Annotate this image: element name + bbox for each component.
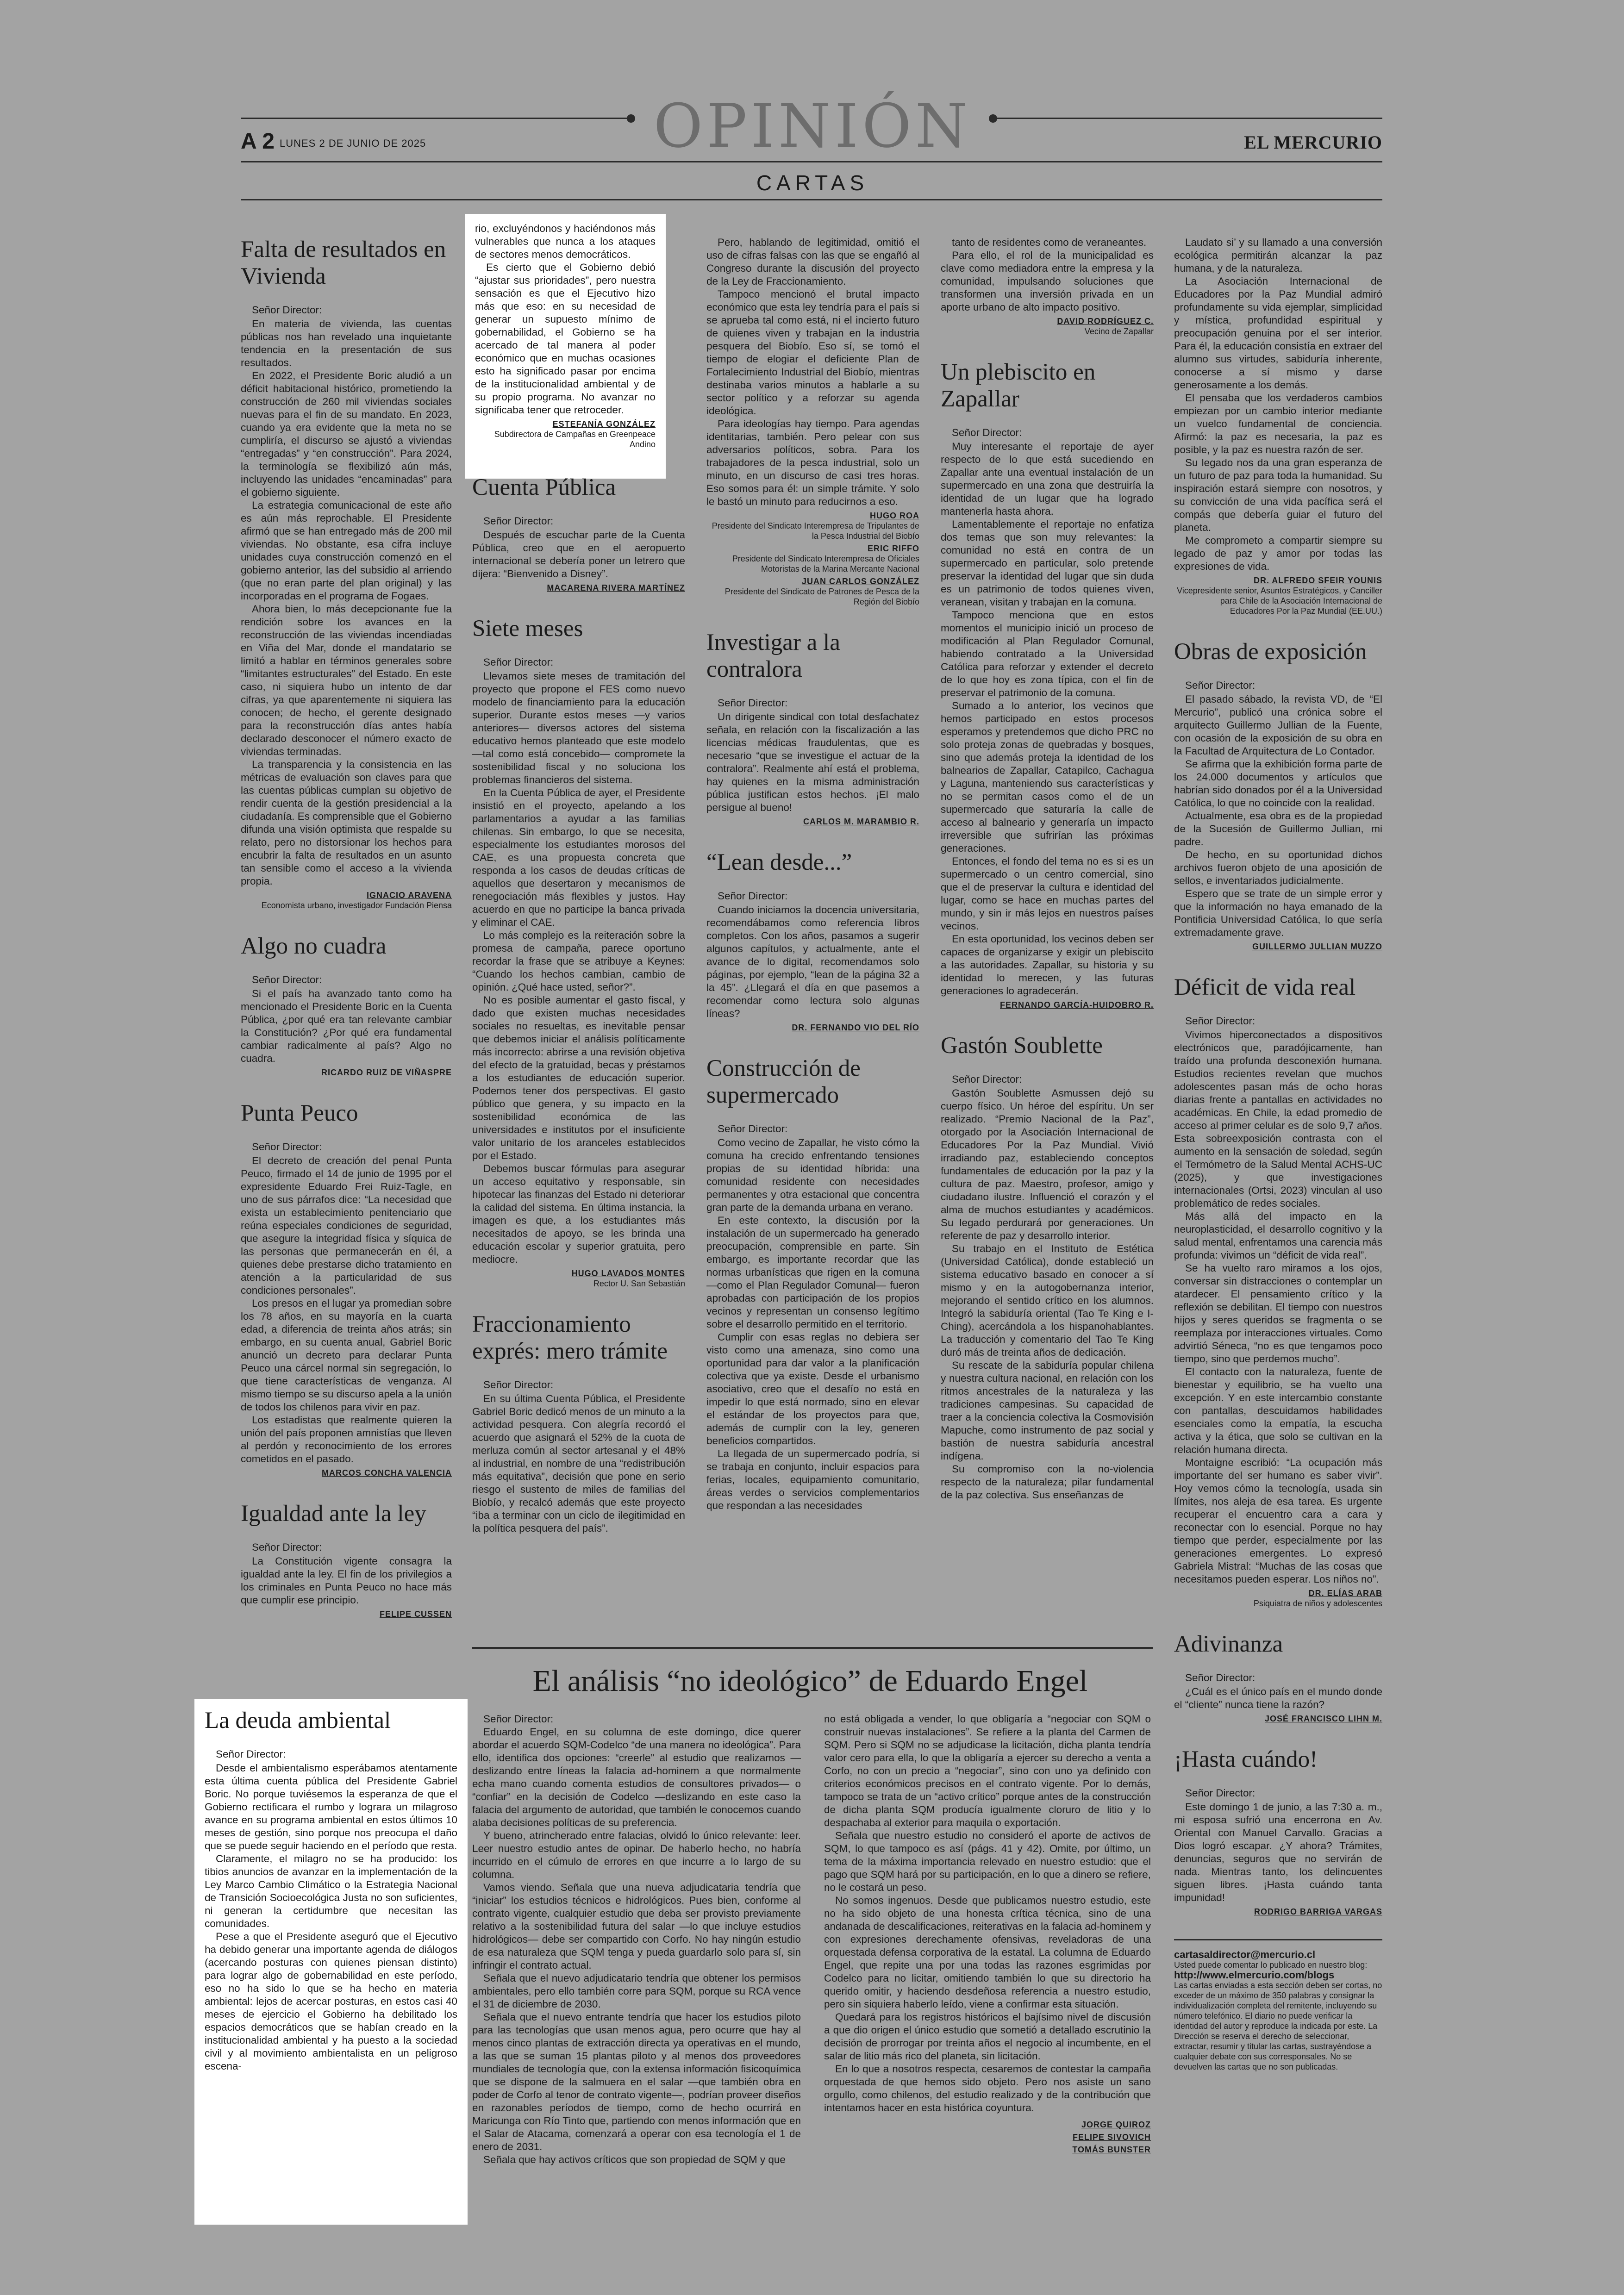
letter <box>706 1055 919 1512</box>
signature: CARLOS M. MARAMBIO R. <box>803 817 919 826</box>
paragraph: En este contexto, la discusión por la instalación de un supermercado ha generado preocupación, comprensible en parte. Sin embargo, es importante recordar que las normas urbanísticas que rigen en la comuna —como el Plan Regulador Comunal— fueron aprobadas con participación de los propios vecinos y representan un consenso legítimo sobre el desarrollo permitido en el territorio. <box>706 1215 919 1330</box>
contact-box <box>1174 1939 1382 2072</box>
letter-title: La deuda ambiental <box>205 1708 391 1734</box>
signer-role: Presidente del Sindicato Interempresa de Tripulantes de la Pesca Industrial del Biobío <box>712 521 919 541</box>
paragraph: Para ello, el rol de la municipalidad es clave como mediadora entre la empresa y la comunidad, impulsando soluciones que transformen una inversión privada en un aporte urbano de alto impacto positivo. <box>941 249 1154 313</box>
paragraph: tanto de residentes como de veraneantes. <box>952 237 1147 248</box>
letter-title: Obras de exposición <box>1174 639 1367 665</box>
signer-role: Economista urbano, investigador Fundación Piensa <box>261 901 452 910</box>
blog-intro: Usted puede comentar lo publicado en nuestro blog: <box>1174 1960 1368 1970</box>
salutation: Señor Director: <box>1185 1672 1255 1684</box>
paragraph: Llevamos siete meses de tramitación del proyecto que propone el FES como nuevo modelo de financiamiento para la educación superior. Durante estos meses —y varios anteriores— diversos actores del sistema educativo hemos planteado que este modelo —tal como está concebido— compromete la sostenibilidad fiscal y no soluciona los problemas financieros del sistema. <box>472 670 685 786</box>
masthead-rule-bottom <box>241 161 1382 162</box>
feature-column-2 <box>824 1713 1151 2155</box>
letter-title: Punta Peuco <box>241 1100 358 1126</box>
signature: ESTEFANÍA GONZÁLEZ <box>552 419 656 429</box>
signature: MACARENA RIVERA MARTÍNEZ <box>547 583 685 592</box>
salutation: Señor Director: <box>252 974 322 985</box>
paragraph: Y bueno, atrincherado entre falacias, olvidó lo único relevante: leer. Leer nuestro estudio antes de opinar. De haberlo hecho, no habría incurrido en el cúmulo de errores en que incurre a lo largo de su columna. <box>472 1830 801 1880</box>
paragraph: Pero, hablando de legitimidad, omitió el uso de cifras falsas con las que se engañó al Congreso durante la discusión del proyecto de la Ley de Fraccionamiento. <box>706 237 919 287</box>
salutation: Señor Director: <box>252 1541 322 1553</box>
column-4 <box>941 236 1154 1524</box>
signature: GUILLERMO JULLIAN MUZZO <box>1252 942 1382 951</box>
highlighted-letter-deuda-ambiental <box>194 1699 468 2225</box>
letter <box>241 1500 452 1619</box>
paragraph: De hecho, en su oportunidad dichos archivos fueron objeto de una aposición de sellos, e inventariados judicialmente. <box>1174 849 1382 886</box>
salutation: Señor Director: <box>718 697 788 709</box>
letter-title: Fraccionamiento exprés: mero trámite <box>472 1311 668 1364</box>
signature: HUGO ROA <box>870 511 919 520</box>
blog-link[interactable]: http://www.elmercurio.com/blogs <box>1174 1969 1335 1981</box>
paragraph: La estrategia comunicacional de este año es aún más reprochable. El Presidente afirmó que se han entregado más de 200 mil viviendas. No obstante, esa cifra incluye unidades cuya construcción comenzó en el gobierno anterior, las del subsidio al arriendo (que no eran parte del plan original) y las incorporadas en el programa de Fogaes. <box>241 499 452 602</box>
letter <box>941 236 1154 337</box>
signature: JUAN CARLOS GONZÁLEZ <box>802 577 919 586</box>
salutation: Señor Director: <box>952 427 1022 438</box>
paragraph: La Asociación Internacional de Educadores por la Paz Mundial admiró profundamente su vida ejemplar, simplicidad y mística, profundidad espiritual y preocupación genuina por el ser interior. Para él, la educación consistía en extraer del alumno sus virtudes, sabiduría inherente, conocerse a sí mismo y darse generosamente a los demás. <box>1174 275 1382 391</box>
signature: DR. FERNANDO VIO DEL RÍO <box>792 1023 919 1032</box>
letter-title: Gastón Soublette <box>941 1033 1103 1059</box>
signature: DR. ALFREDO SFEIR YOUNIS <box>1253 576 1382 585</box>
paragraph: En la Cuenta Pública de ayer, el Presidente insistió en el proyecto, apelando a los parlamentarios a ayudar a las familias chilenas. Sin embargo, lo que se necesita, especialmente los estudiantes morosos del CAE, es una propuesta concreta que responda a los casos de deudas críticas de aquellos que desertaron y mecanismos de renegociación más flexibles y justos. Hay acuerdo en que no participe la banca privada y eliminar el CAE. <box>472 787 685 928</box>
paragraph: Muy interesante el reportaje de ayer respecto de lo que está sucediendo en Zapallar ante una eventual instalación de un supermercado en una zona que destruiría la identidad de un lugar que ha logrado mantenerla hasta ahora. <box>941 441 1154 517</box>
signature: FERNANDO GARCÍA-HUIDOBRO R. <box>1000 1000 1154 1010</box>
paragraph: Cuando iniciamos la docencia universitaria, recomendábamos como referencia libros completos. Con los años, pasamos a sugerir algunos capítulos, y actualmente, ante el avance de lo digital, recomendamos solo páginas, por ejemplo, “lean de la página 32 a la 45”. ¿Llegará el día en que pasemos a recomendar como lectura solo algunas líneas? <box>706 904 919 1019</box>
letter-title: Igualdad ante la ley <box>241 1501 426 1527</box>
signature: HUGO LAVADOS MONTES <box>571 1269 685 1278</box>
signature: JORGE QUIROZ <box>1081 2120 1151 2129</box>
paragraph: Un dirigente sindical con total desfachatez señala, en relación con la fiscalización a las licencias médicas fraudulentas, que es necesario “que se investigue el actuar de la contralora”. Realmente ahí está el problema, hay quienes en la misma administración pública justifican estos hechos. ¡El malo persigue al bueno! <box>706 711 919 813</box>
paragraph: En su última Cuenta Pública, el Presidente Gabriel Boric dedicó menos de un minuto a la actividad pesquera. Con alegría recordó el acuerdo que asignará el 52% de la cuota de merluza común al sector artesanal y el 48% al industrial, en nombre de una “redistribución más equitativa”, decisión que pone en serio riesgo el sustento de miles de familias del Biobío, y recalcó además que este proyecto “iba a terminar con un ciclo de ilegitimidad en la política pesquera del país”. <box>472 1393 685 1534</box>
salutation: Señor Director: <box>483 515 554 527</box>
paragraph: Los estadistas que realmente quieren la unión del país proponen amnistías que lleven al perdón y reconocimiento de los errores cometidos en el pasado. <box>241 1414 452 1465</box>
letter-title: Déficit de vida real <box>1174 974 1356 1000</box>
salutation: Señor Director: <box>1185 1787 1255 1799</box>
letter <box>941 359 1154 1010</box>
column-5 <box>1174 236 1382 2072</box>
paragraph: Desde el ambientalismo esperábamos atentamente esta última cuenta pública del Presidente Gabriel Boric. No porque tuviésemos la esperanza de que el Gobierno rectificara el rumbo y lograra un milagroso avance en su programa ambiental en estos últimos 10 meses de gestión, sino porque nos preocupa el daño que se puede seguir haciendo en el período que resta. <box>205 1762 457 1852</box>
paragraph: En materia de vivienda, las cuentas públicas nos han revelado una inquietante tendencia en la presentación de sus resultados. <box>241 318 452 368</box>
signer-role: Presidente del Sindicato de Patrones de Pesca de la Región del Biobío <box>725 587 919 606</box>
paragraph: La Constitución vigente consagra la igualdad ante la ley. El fin de los privilegios a los criminales en Punta Peuco no hace más que cumplir ese principio. <box>241 1555 452 1606</box>
signature: IGNACIO ARAVENA <box>366 891 452 900</box>
paragraph: Pese a que el Presidente aseguró que el Ejecutivo ha debido generar una importante agenda de diálogos (acercando posturas con quienes piensan distinto) para lograr algo de gobernabilidad en este período, eso no ha sido lo que se ha hecho en materia ambiental: lejos de acercar posturas, en estos casi 40 meses de ejercicio el Gobierno ha debilitado los espacios democráticos que se habían creado en la institucionalidad ambiental y ha puesto a la sociedad civil y al movimiento ambientalista en un peligroso escena- <box>205 1931 457 2072</box>
salutation: Señor Director: <box>1185 1015 1255 1027</box>
signer-role: Psiquiatra de niños y adolescentes <box>1253 1599 1382 1608</box>
feature-column-1 <box>472 1713 801 2166</box>
signature: TOMÁS BUNSTER <box>1072 2145 1151 2154</box>
letter <box>941 1032 1154 1502</box>
salutation: Señor Director: <box>252 1141 322 1153</box>
paragraph: Montaigne escribió: “La ocupación más importante del ser humano es saber vivir”. Hoy vemos cómo la tecnología, usada sin límites, nos aleja de esa tarea. Es urgente recuperar el encuentro cara a cara y reconectar con lo esencial. Porque no hay tiempo que perder, especialmente por las generaciones emergentes. Lo expresó Gabriela Mistral: “Muchas de las cosas que necesitamos pueden esperar. Los niños no”. <box>1174 1457 1382 1585</box>
paragraph: Entonces, el fondo del tema no es si es un supermercado o un centro comercial, sino que el de preservar la cultura e identidad del lugar, como se hace en muchas partes del mundo, y sin ir más lejos en nuestros países vecinos. <box>941 855 1154 932</box>
paragraph: Los presos en el lugar ya promedian sobre los 78 años, en su mayoría en la cuarta edad, a diferencia de treinta años atrás; sin embargo, en su cuenta anual, Gabriel Boric anunció un decreto para declarar Punta Peuco una cárcel normal sin segregación, lo que tiene características de venganza. Al mismo tiempo se su discurso apela a la unión de todos los chilenos para vivir en paz. <box>241 1297 452 1413</box>
letter <box>706 629 919 827</box>
section-title: OPINIÓN <box>653 91 972 161</box>
paragraph: Vivimos hiperconectados a dispositivos electrónicos que, paradójicamente, han traído una profunda desconexión humana. Estudios recientes revelan que muchos adolescentes pasan más de ocho horas diarias frente a pantallas en actividades no académicas. En Chile, la edad promedio de acceso al primer celular es de solo 9,7 años. Esta sobreexposición contrasta con el aumento en la sensación de soledad, según el Termómetro de la Salud Mental ACHS-UC (2025), y que investigaciones internacionales (Ortsi, 2023) vinculan al uso problemático de redes sociales. <box>1174 1029 1382 1209</box>
letter <box>241 236 452 911</box>
letter <box>472 615 685 1289</box>
highlighted-letter-continuation <box>465 214 666 479</box>
letter-title: ¡Hasta cuándo! <box>1174 1746 1318 1772</box>
paragraph: Es cierto que el Gobierno debió “ajustar sus prioridades”, pero nuestra sensación es que el Ejecutivo hizo más que eso: en su necesidad de generar un supuesto mínimo de gobernabilidad, el Gobierno se ha acercado de tal manera al poder económico que en muchas ocasiones esto ha significado pasar por encima de la institucionalidad ambiental y de su propio programa. No avanzar no significaba tener que retroceder. <box>475 262 656 416</box>
paragraph: Eduardo Engel, en su columna de este domingo, dice querer abordar el acuerdo SQM-Codelco “de una manera no ideológica”. Para ello, identifica dos opciones: “creerle” al estudio que realizamos —deslizando entre líneas la falacia ad-hominem a que normalmente echa mano cuando comenta estudios de consultores privados— o “confiar” en la decisión de Codelco —deslizando en este caso la falacia del argumento de autoridad, que también le conocemos cuando alaba decisiones políticas de su preferencia. <box>472 1726 801 1828</box>
masthead-rule-right <box>995 118 1382 119</box>
letter <box>1174 1631 1382 1724</box>
paragraph: Sumado a lo anterior, los vecinos que hemos participado en estos procesos esperamos y pretendemos que dicho PRC no solo proteja zonas de quebradas y bosques, sino que además proteja la identidad de los balnearios de Zapallar, Catapilco, Cachagua y Laguna, manteniendo sus características y no se permitan casos como el de un supermercado que saturaría la calle de acceso al balneario y generaría un impacto irreversible que sufrirían las próximas generaciones. <box>941 700 1154 854</box>
signature: ERIC RIFFO <box>868 544 919 553</box>
letter-title: “Lean desde...” <box>706 849 852 875</box>
paragraph: Espero que se trate de un simple error y que la información no haya emanado de la Pontificia Universidad Católica, lo que sería extremadamente grave. <box>1174 888 1382 938</box>
paragraph: no está obligada a vender, lo que obligaría a “negociar con SQM o construir nuevas instalaciones”. Se refiere a la planta del Carmen de SQM. Pero si SQM no se adjudicase la licitación, dicha planta tendría valor cero para ella, lo que la obligaría a ejercer su derecho a venta a Corfo, no con un precio a “negociar”, sino con uno ya definido con criterios económicos precisos en el contrato vigente. Por lo demás, tampoco se trata de un “activo crítico” porque antes de la construcción de dicha planta SQM producía igualmente cloruro de litio y lo despachaba al exterior para maquila o exportación. <box>824 1713 1151 1828</box>
newspaper-name: EL MERCURIO <box>1244 132 1382 153</box>
salutation: Señor Director: <box>252 304 322 316</box>
paragraph: El decreto de creación del penal Punta Peuco, firmado el 14 de junio de 1995 por el expresidente Eduardo Frei Ruiz-Tagle, en uno de sus párrafos dice: “La necesidad que exista un establecimiento penitenciario que reúna especiales condiciones de seguridad, que asegure la integridad física y síquica de las personas que permanecerán en él, a quienes debe prestarse dicho tratamiento en atención a la particularidad de sus condiciones personales”. <box>241 1155 452 1296</box>
paragraph: Vamos viendo. Señala que una nueva adjudicataria tendría que “iniciar” los estudios técnicos e hidrológicos. Pues bien, conforme al contrato vigente, cualquier estudio que deba ser provisto previamente relativo a la sostenibilidad futura del salar —lo que incluye estudios hidrológicos— debe ser compartido con Corfo. No hay ningún estudio de esa naturaleza que SQM tenga y pueda guardarlo solo para sí, sin infringir el contrato actual. <box>472 1882 801 1971</box>
letter-title: Falta de resultados en Vivienda <box>241 237 446 289</box>
paragraph: Actualmente, esa obra es de la propiedad de la Sucesión de Guillermo Jullian, mi padre. <box>1174 810 1382 848</box>
paragraph: La llegada de un supermercado podría, si se trabaja en conjunto, incluir espacios para ferias, locales, equipamiento comunitario, áreas verdes o servicios complementarios que respondan a las necesidades <box>706 1448 919 1511</box>
paragraph: En 2022, el Presidente Boric aludió a un déficit habitacional histórico, prometiendo la construcción de 260 mil viviendas sociales nuevas para el fin de su mandato. En 2023, cuando ya era evidente que la meta no se cumpliría, el discurso se ajustó a viviendas “entregadas” y “en construcción”. Para 2024, la terminología se flexibilizó aún más, incluyendo las unidades “encaminadas” para el gobierno siguiente. <box>241 370 452 498</box>
paragraph: Su rescate de la sabiduría popular chilena y nuestra cultura nacional, en relación con los ritmos ancestrales de la naturaleza y las tradiciones campesinas. Su capacidad de traer a la conciencia colectiva la Cosmovisión Mapuche, como instrumento de paz social y bastión de nuestra sabiduría ancestral indígena. <box>941 1360 1154 1462</box>
paragraph: Gastón Soublette Asmussen dejó su cuerpo físico. Un héroe del espíritu. Un ser realizado. “Premio Nacional de la Paz”, otorgado por la Asociación Internacional de Educadores Por la Paz Mundial. Vivió irradiando paz, estableciendo conceptos fundamentales de educación por la paz y la cultura de paz. Maestro, profesor, amigo y ciudadano ilustre. Influenció el corazón y el alma de muchos estudiantes y académicos. Su legado perdurará por generaciones. Un referente de paz y desarrollo interior. <box>941 1087 1154 1241</box>
letter <box>475 222 656 449</box>
letter-title: Investigar a la contralora <box>706 630 840 682</box>
signer-role: Subdirectora de Campañas en Greenpeace Andino <box>494 430 656 449</box>
signature: DAVID RODRÍGUEZ C. <box>1057 317 1154 326</box>
feature-title: El análisis “no ideológico” de Eduardo Engel <box>532 1664 1088 1698</box>
dateline: LUNES 2 DE JUNIO DE 2025 <box>280 137 426 149</box>
paragraph: Se afirma que la exhibición forma parte de los 24.000 documentos y artículos que habrían sido donados por él a la Universidad Católica, lo que no coincide con la realidad. <box>1174 758 1382 809</box>
subsection-title: CARTAS <box>756 171 869 195</box>
letter <box>241 933 452 1078</box>
paragraph: Quedará para los registros históricos el bajísimo nivel de discusión a que dio origen el único estudio que sometió a detallado escrutinio la decisión de prorrogar por treinta años el negocio al incumbente, en el salar de litio más rico del planeta, sin licitación. <box>824 2011 1151 2062</box>
signer-role: Presidente del Sindicato Interempresa de Oficiales Motoristas de la Marina Mercante Nacional <box>732 554 919 574</box>
paragraph: Su trabajo en el Instituto de Estética (Universidad Católica), donde estableció un sistema educativo basado en conocer a sí mismo y en la autogobernanza interior, mejorando el sentido crítico en los alumnos. Integró la sabiduría oriental (Tao Te King e I-Ching), acercándola a los hispanohablantes. La traducción y comentario del Tao Te King duró más de treinta años de dedicación. <box>941 1243 1154 1358</box>
signature: DR. ELÍAS ARAB <box>1308 1589 1382 1598</box>
paragraph: Se ha vuelto raro miramos a los ojos, conversar sin distracciones o contemplar un atardecer. El pensamiento crítico y la reflexión se debilitan. El tiempo con nuestros hijos y seres queridos se fragmenta o se reemplaza por interacciones virtuales. Como advirtió Séneca, “no es que tengamos poco tiempo, sino que perdemos mucho”. <box>1174 1262 1382 1365</box>
paragraph: Después de escuchar parte de la Cuenta Pública, creo que en el aeropuerto internacional se debería poner un letrero que dijera: “Bienvenido a Disney”. <box>472 529 685 580</box>
salutation: Señor Director: <box>718 890 788 902</box>
letter-title: Construcción de supermercado <box>706 1055 861 1108</box>
paragraph: Su legado nos da una gran esperanza de un futuro de paz para toda la humanidad. Su inspiración estará siempre con nosotros, y su convicción de una vida pacífica será el compás que debería guiar el futuro del planeta. <box>1174 457 1382 533</box>
paragraph: Lamentablemente el reportaje no enfatiza dos temas que son muy relevantes: la comunidad no está en contra de un supermercado en particular, solo pretende preservar la identidad del lugar que sin duda es un patrimonio de todos quienes viven, veranean, visitan y trabajan en la comuna. <box>941 518 1154 608</box>
letter <box>241 1100 452 1478</box>
paragraph: Me comprometo a compartir siempre su legado de paz y amor por todas las expresiones de vida. <box>1174 535 1382 572</box>
letter <box>706 849 919 1033</box>
paragraph: Tampoco mencionó el brutal impacto económico que esta ley tendría para el país si se aprueba tal como está, ni el incierto futuro de quienes viven y trabajan en la industria pesquera del Biobío. Eso sí, se tomó el tiempo de elogiar el deficiente Plan de Fortalecimiento Industrial del Biobío, mientras destinaba varios minutos a hablarle a su sector político y a reforzar su agenda ideológica. <box>706 288 919 417</box>
salutation: Señor Director: <box>952 1073 1022 1085</box>
paragraph: Ahora bien, lo más decepcionante fue la rendición sobre los avances en la reconstrucción de las viviendas incendiadas en Viña del Mar, donde el mandatario se limitó a hablar en términos generales sobre “limitantes estructurales” del Estado. En este caso, ni siquiera hubo un intento de dar cifras, ya que aparentemente ni siquiera las conocen; de hecho, el gerente designado para la reconstrucción días antes había declarado desconocer el número exacto de viviendas terminadas. <box>241 603 452 757</box>
section-rule <box>241 199 1382 200</box>
letter <box>1174 974 1382 1609</box>
letter <box>205 1707 457 2073</box>
letter-title: Algo no cuadra <box>241 933 387 959</box>
salutation: Señor Director: <box>483 1379 554 1391</box>
letter-title: Siete meses <box>472 616 583 642</box>
signature: JOSÉ FRANCISCO LIHN M. <box>1264 1714 1382 1723</box>
salutation: Señor Director: <box>483 1713 554 1725</box>
submission-notice: Las cartas enviadas a esta sección deben ser cortas, no exceder de un máximo de 350 palabras y consignar la individualización completa del remitente, incluyendo su número telefónico. El diario no puede verificar la identidad del autor y reproduce la indicada por este. La Dirección se reserva el derecho de seleccionar, extractar, resumir y titular las cartas, sustrayéndose a cualquier debate con sus corresponsales. No se devuelven las cartas que no son publicadas. <box>1174 1981 1382 2071</box>
letter-title: Cuenta Pública <box>472 474 616 500</box>
letter <box>1174 236 1382 616</box>
signature: MARCOS CONCHA VALENCIA <box>322 1468 452 1478</box>
column-3 <box>706 236 919 1534</box>
paragraph: Claramente, el milagro no se ha producido: los tibios anuncios de avanzar en la implementación de la Ley Marco Cambio Climático o la Estrategia Nacional de Transición Socioecológica Justa no son suficientes, ni generan la certidumbre que necesitan las comunidades. <box>205 1853 457 1929</box>
salutation: Señor Director: <box>718 1123 788 1135</box>
column-2 <box>472 474 685 1557</box>
paragraph: Este domingo 1 de junio, a las 7:30 a. m., mi esposa sufrió una encerrona en Av. Oriental con Manuel Carvallo. Gracias a Dios logró escapar. ¿Y ahora? Trámites, denuncias, seguros que no servirán de nada. Mientras tanto, los delincuentes siguen libres. ¡Hasta cuándo tanta impunidad! <box>1174 1801 1382 1903</box>
paragraph: Debemos buscar fórmulas para asegurar un acceso equitativo y responsable, sin hipotecar las finanzas del Estado ni deteriorar la calidad del sistema. En última instancia, la imagen es que, a los estudiantes más necesitados de apoyo, se les brinda una educación escolar y superior gratuita, pero mediocre. <box>472 1163 685 1265</box>
paragraph: Señala que hay activos críticos que son propiedad de SQM y que <box>483 2154 786 2165</box>
signature: FELIPE CUSSEN <box>379 1609 452 1619</box>
paragraph: Si el país ha avanzado tanto como ha mencionado el Presidente Boric en la Cuenta Pública, ¿por qué era tan relevante cambiar la Constitución? ¿Por qué era fundamental cambiar radicalmente al país? Algo no cuadra. <box>241 988 452 1064</box>
paragraph: Señala que el nuevo adjudicatario tendría que obtener los permisos ambientales, pero ello también corre para SQM, porque su RCA vence el 31 de diciembre de 2030. <box>472 1972 801 2010</box>
letter <box>472 1311 685 1535</box>
letter <box>1174 638 1382 952</box>
masthead-dot-left <box>627 114 635 123</box>
paragraph: La transparencia y la consistencia en las métricas de evaluación son claves para que las cuentas públicas cumplan su objetivo de rendir cuenta de la gestión presidencial a la ciudadanía. Es comprensible que el Gobierno difunda una visión optimista que respalde su relato, pero no distorsionar los hechos para encubrir la falta de resultados en un asunto tan sensible como el acceso a la vivienda propia. <box>241 759 452 887</box>
letter <box>472 474 685 593</box>
paragraph: Señala que el nuevo entrante tendría que hacer los estudios piloto para las tecnologías que usan menos agua, pero ocurre que hay al menos cinco plantas de extracción directa ya operativas en el mundo, a las que se suman 15 plantas piloto y al menos dos proveedores mundiales de tecnología que, con la extensa información fisicoquímica que se dispone de la salmuera en el salar —que también obra en poder de Corfo al tenor de contrato vigente—, podrían proveer diseños en razonables períodos de tiempo, como de hecho ocurrirá en Maricunga con Río Tinto que, partiendo con menos información que en el Salar de Atacama, comenzará a operar con esa tecnología el 1 de enero de 2031. <box>472 2011 801 2152</box>
signature: RODRIGO BARRIGA VARGAS <box>1254 1907 1382 1916</box>
page-number: A 2 <box>241 129 275 154</box>
letter <box>706 236 919 607</box>
signature: RICARDO RUIZ DE VIÑASPRE <box>321 1068 452 1077</box>
masthead-rule-left <box>241 118 630 119</box>
salutation: Señor Director: <box>216 1748 286 1760</box>
paragraph: Laudato si’ y su llamado a una conversión ecológica permitirán alcanzar la paz humana, y de la naturaleza. <box>1174 237 1382 274</box>
paragraph: ¿Cuál es el único país en el mundo donde el “cliente” nunca tiene la razón? <box>1174 1686 1382 1710</box>
signer-role: Vecino de Zapallar <box>1084 327 1154 336</box>
letter <box>1174 1746 1382 1917</box>
paragraph: El pensaba que los verdaderos cambios empiezan por un cambio interior mediante un vuelco fundamental de conciencia. Afirmó: la paz es necesaria, la paz es posible, y la paz es nuestra razón de ser. <box>1174 392 1382 455</box>
paragraph: El contacto con la naturaleza, fuente de bienestar y equilibrio, se ha vuelto una excepción. Y en este intercambio constante con pantallas, descuidamos habilidades esenciales como la empatía, la escucha activa y la ética, que solo se cultivan en la relación humana directa. <box>1174 1366 1382 1455</box>
letter-title: Adivinanza <box>1174 1631 1283 1657</box>
paragraph: En esta oportunidad, los vecinos deben ser capaces de organizarse y exigir un plebiscito a las autoridades. Zapallar, su historia y su identidad lo merecen, y las futuras generaciones lo agradecerán. <box>941 933 1154 997</box>
paragraph: Como vecino de Zapallar, he visto cómo la comuna ha crecido enfrentando tensiones propias de su identidad híbrida: una comunidad residente con necesidades permanentes y otra estacional que concentra gran parte de la demanda urbana en verano. <box>706 1137 919 1213</box>
letter-title: Un plebiscito en Zapallar <box>941 359 1096 412</box>
salutation: Señor Director: <box>483 656 554 668</box>
paragraph: En lo que a nosotros respecta, cesaremos de contestar la campaña orquestada de que hemos sido objeto. Pero nos asiste un sano orgullo, como chilenos, del estudio realizado y de la contribución que intentamos hacer en esta histórica coyuntura. <box>824 2063 1151 2114</box>
paragraph: Tampoco menciona que en estos momentos el municipio inició un proceso de modificación al Plan Regulador Comunal, habiendo contratado a la Universidad Católica para reforzar y extender el decreto de lo que hoy es zona típica, con el fin de preservar el patrimonio de la comuna. <box>941 609 1154 698</box>
signer-role: Vicepresidente senior, Asuntos Estratégicos, y Canciller para Chile de la Asociación Internacional de Educadores Por la Paz Mundial (EE.UU.) <box>1177 586 1382 616</box>
signer-role: Rector U. San Sebastián <box>593 1279 685 1288</box>
paragraph: Más allá del impacto en la neuroplasticidad, el desarrollo cognitivo y la salud mental, enfrentamos una carencia más profunda: vivimos un “déficit de vida real”. <box>1174 1210 1382 1261</box>
paragraph: No es posible aumentar el gasto fiscal, y dado que existen muchas necesidades sociales no resueltas, es inevitable pensar que debemos iniciar el análisis políticamente más incorrecto: abrirse a una revisión objetiva del efecto de la gratuidad, becas y préstamos a los estudiantes de educación superior. Podemos tener dos perspectivas. El gasto público que genera, y su impacto en la sostenibilidad económica de las universidades e institutos por el insuficiente valor unitario de los aranceles establecidos por el Estado. <box>472 994 685 1161</box>
paragraph: Su compromiso con la no-violencia respecto de la naturaleza; pilar fundamental de la paz colectiva. Sus enseñanzas de <box>941 1463 1154 1501</box>
contact-email[interactable]: cartasaldirector@mercurio.cl <box>1174 1949 1316 1960</box>
paragraph: rio, excluyéndonos y haciéndonos más vulnerables que nunca a los ataques de sectores menos democráticos. <box>475 223 656 260</box>
paragraph: El pasado sábado, la revista VD, de “El Mercurio”, publicó una crónica sobre el arquitecto Guillermo Jullian de la Fuente, con ocasión de la exposición de su obra en la Facultad de Arquitectura de Lo Contador. <box>1174 693 1382 757</box>
paragraph: Para ideologías hay tiempo. Para agendas identitarias, también. Pero pelear con sus adversarios políticos, sobra. Para los trabajadores de la pesca industrial, solo un minuto, en un discurso de casi tres horas. Eso somos para él: un simple trámite. Y solo le bastó un minuto para reducirnos a eso. <box>706 418 919 507</box>
feature-rule <box>472 1647 1153 1649</box>
paragraph: Lo más complejo es la reiteración sobre la promesa de campaña, parece oportuno recordar la frase que se atribuye a Keynes: “Cuando los hechos cambian, cambio de opinión. ¿Qué hace usted, señor?”. <box>472 929 685 993</box>
signature: FELIPE SIVOVICH <box>1072 2133 1151 2142</box>
column-1 <box>241 236 452 1641</box>
salutation: Señor Director: <box>1185 680 1255 691</box>
paragraph: Cumplir con esas reglas no debiera ser visto como una amenaza, sino como una oportunidad para dar valor a la planificación colectiva que ya existe. Desde el urbanismo asociativo, creo que el desafío no está en impedir lo que está normado, sino en elevar el estándar de los proyectos para que, además de cumplir con la ley, generen beneficios compartidos. <box>706 1331 919 1447</box>
paragraph: No somos ingenuos. Desde que publicamos nuestro estudio, este no ha sido objeto de una honesta crítica técnica, sino de una andanada de descalificaciones, reiterativas en la falacia ad-hominem y con expresiones derechamente ofensivas, reveladoras de una orquestada defensa corporativa de la estatal. La columna de Eduardo Engel, que repite una por una todas las razones esgrimidas por Codelco para no licitar, omitiendo también lo que su directorio ha querido omitir, y haciendo desdeñosa referencia a nuestro estudio, pero sin siquiera haberlo leído, viene a confirmar esta situación. <box>824 1895 1151 2010</box>
paragraph: Señala que nuestro estudio no consideró el aporte de activos de SQM, lo que tampoco es así (págs. 41 y 42). Omite, por último, un tema de la máxima importancia relevado en nuestro estudio: que el pago que SQM hará por su participación, en lo que a dinero se refiere, no le costará un peso. <box>824 1830 1151 1893</box>
